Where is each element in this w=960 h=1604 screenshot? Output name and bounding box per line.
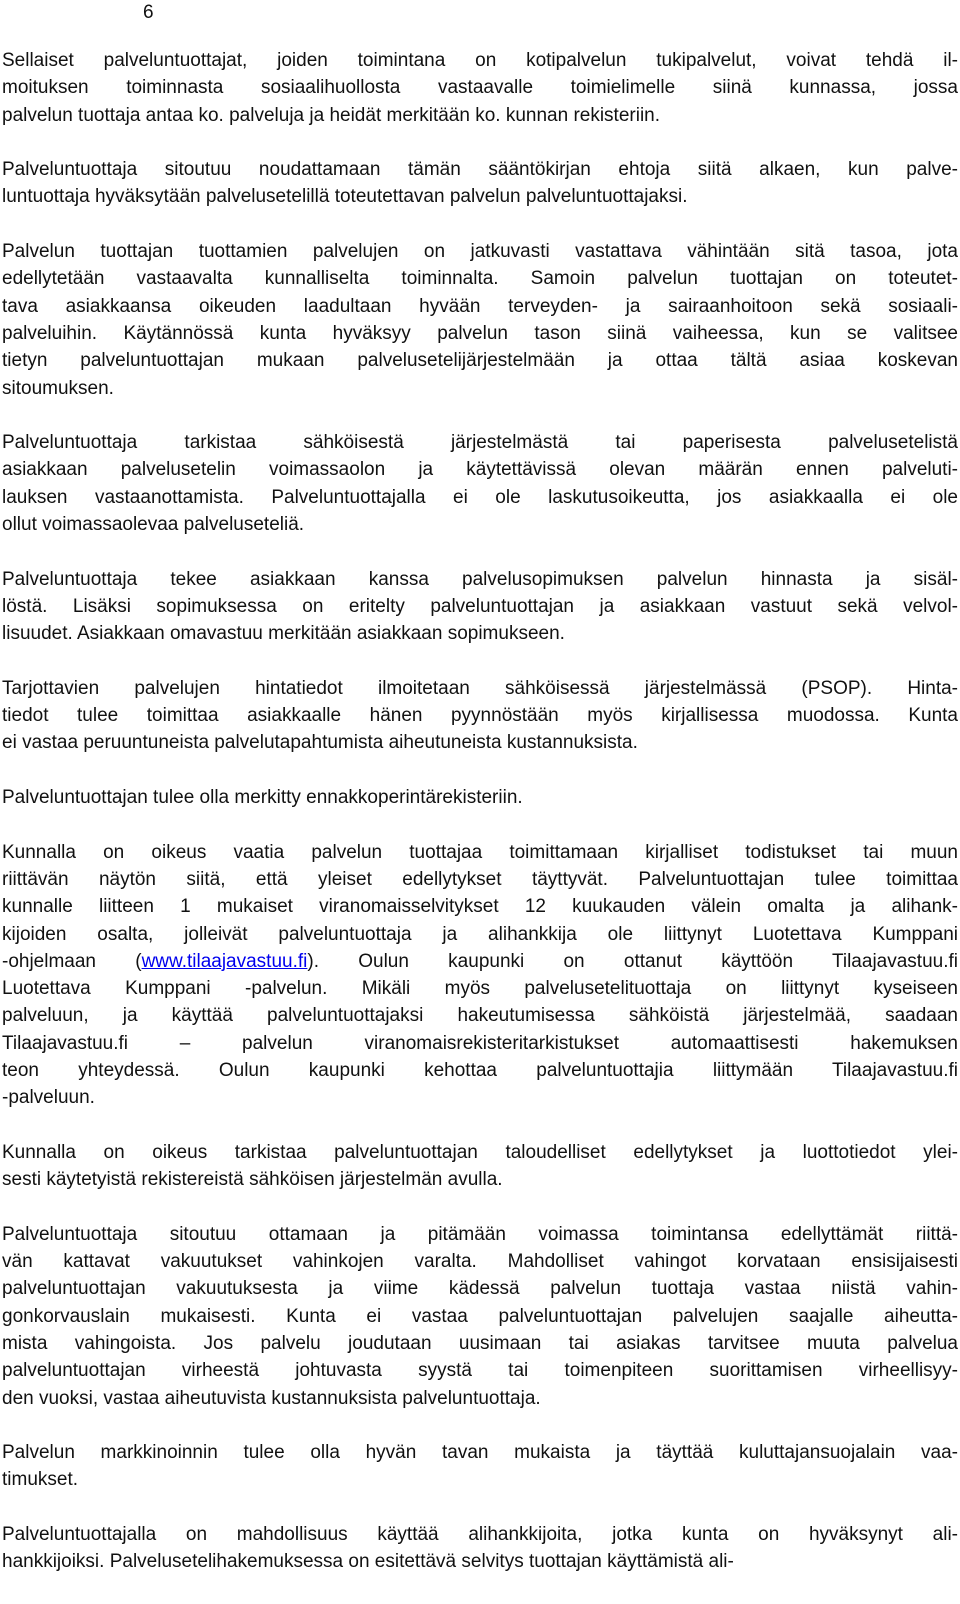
text-line: edellytetään vastaavalta kunnalliselta toiminnalta. Samoin palvelun tuottajan on toteutet- — [2, 268, 958, 290]
paragraph — [2, 566, 958, 648]
text-line: timukset. — [2, 1469, 79, 1491]
paragraph — [2, 156, 958, 211]
text-fragment: ). Oulun kaupunki on ottanut käyttöön Tilaajavastuu.fi — [307, 950, 958, 972]
text-line: sesti käytetyistä rekistereistä sähköisen järjestelmän avulla. — [2, 1169, 503, 1191]
paragraph-spacer — [2, 129, 958, 156]
text-line: palveluihin. Käytännössä kunta hyväksyy palvelun tason siinä vaiheessa, kun se valitsee — [2, 322, 958, 344]
paragraph-spacer — [2, 1112, 958, 1139]
paragraph-spacer — [2, 757, 958, 784]
paragraph — [2, 47, 958, 129]
text-line: ollut voimassaolevaa palveluseteliä. — [2, 514, 305, 536]
text-line: kunnalle liitteen 1 mukaiset viranomaisselvitykset 12 kuukauden välein omalta ja alihank- — [2, 896, 958, 918]
paragraph-spacer — [2, 1412, 958, 1439]
paragraph-spacer — [2, 211, 958, 238]
text-line: palveluun, ja käyttää palveluntuottajaksi hakeutumisessa sähköistä järjestelmää, saadaan — [2, 1005, 958, 1027]
text-line: kijoiden osalta, jolleivät palveluntuottaja ja alihankkija ole liittynyt Luotettava Kumppani — [2, 923, 958, 945]
text-line: Luotettava Kumppani -palvelun. Mikäli myös palvelusetelituottaja on liittynyt kyseiseen — [2, 978, 958, 1000]
text-line: lisuudet. Asiakkaan omavastuu merkitään asiakkaan sopimukseen. — [2, 623, 565, 645]
paragraph-spacer — [2, 1193, 958, 1220]
text-line: palveluntuottajan virheestä johtuvasta syystä tai toimenpiteen suorittamisen virheellisyy- — [2, 1360, 958, 1382]
text-line: luntuottaja hyväksytään palvelusetelillä toteutettavan palvelun palveluntuottajaksi. — [2, 186, 688, 208]
paragraph-spacer — [2, 648, 958, 675]
text-line: palveluntuottajan vakuutuksesta ja viime kädessä palvelun tuottaja vastaa niistä vahin- — [2, 1278, 958, 1300]
text-line: asiakkaan palvelusetelin voimassaolon ja käytettävissä olevan määrän ennen palveluti- — [2, 459, 958, 481]
text-fragment: -ohjelmaan ( — [2, 950, 142, 972]
document-body — [2, 47, 958, 1576]
text-line: tava asiakkaansa oikeuden laadultaan hyvään terveyden- ja sairaanhoitoon sekä sosiaali- — [2, 295, 958, 317]
text-line: palvelun tuottaja antaa ko. palveluja ja heidät merkitään ko. kunnan rekisteriin. — [2, 104, 661, 126]
paragraph — [2, 1439, 958, 1494]
text-line: Palveluntuottaja sitoutuu noudattamaan tämän sääntökirjan ehtoja siitä alkaen, kun palve- — [2, 159, 958, 181]
text-line: Tilaajavastuu.fi – palvelun viranomaisrekisteritarkistukset automaattisesti hakemuksen — [2, 1032, 958, 1054]
text-line: tietyn palveluntuottajan mukaan palvelusetelijärjestelmään ja ottaa tältä asiaa koskevan — [2, 350, 958, 372]
paragraph-spacer — [2, 538, 958, 565]
text-line: -palveluun. — [2, 1087, 95, 1109]
text-line: Palveluntuottajalla on mahdollisuus käyttää alihankkijoita, jotka kunta on hyväksynyt ali- — [2, 1524, 958, 1546]
text-line: Palveluntuottaja tarkistaa sähköisestä järjestelmästä tai paperisesta palvelusetelistä — [2, 432, 958, 454]
text-line: Palveluntuottajan tulee olla merkitty ennakkoperintärekisteriin. — [2, 787, 523, 809]
text-line: Sellaiset palveluntuottajat, joiden toimintana on kotipalvelun tukipalvelut, voivat tehdä il- — [2, 50, 958, 71]
paragraph-spacer — [2, 402, 958, 429]
text-line: Kunnalla on oikeus vaatia palvelun tuottajaa toimittamaan kirjalliset todistukset tai muun — [2, 841, 958, 863]
paragraph — [2, 1221, 958, 1412]
text-line: Palveluntuottaja sitoutuu ottamaan ja pitämään voimassa toimintansa edellyttämät riittä- — [2, 1223, 958, 1245]
text-line: Palvelun tuottajan tuottamien palvelujen on jatkuvasti vastattava vähintään sitä tasoa, jota — [2, 241, 958, 263]
text-line: Tarjottavien palvelujen hintatiedot ilmoitetaan sähköisessä järjestelmässä (PSOP). Hinta- — [2, 677, 958, 699]
paragraph — [2, 784, 958, 811]
text-line: mista vahingoista. Jos palvelu joudutaan uusimaan tai asiakas tarvitsee muuta palvelua — [2, 1332, 958, 1354]
text-line: den vuoksi, vastaa aiheutuvista kustannuksista palveluntuottaja. — [2, 1387, 541, 1409]
text-line: sitoumuksen. — [2, 377, 114, 399]
paragraph — [2, 675, 958, 757]
text-line — [2, 948, 958, 975]
text-line: ei vastaa peruuntuneista palvelutapahtumista aiheutuneista kustannuksista. — [2, 732, 638, 754]
text-line: Palveluntuottaja tekee asiakkaan kanssa palvelusopimuksen palvelun hinnasta ja sisäl- — [2, 568, 958, 590]
text-line: riittävän näytön siitä, että yleiset edellytykset täyttyvät. Palveluntuottajan tulee toimittaa — [2, 868, 958, 890]
text-line: teon yhteydessä. Oulun kaupunki kehottaa palveluntuottajia liittymään Tilaajavastuu.fi — [2, 1059, 958, 1081]
text-line: vän kattavat vakuutukset vahinkojen varalta. Mahdolliset vahingot korvataan ensisijaisesti — [2, 1251, 958, 1273]
paragraph — [2, 1139, 958, 1194]
paragraph — [2, 839, 958, 1112]
text-line: hankkijoiksi. Palvelusetelihakemuksessa on esitettävä selvitys tuottajan käyttämistä ali- — [2, 1551, 734, 1573]
text-line: gonkorvauslain mukaisesti. Kunta ei vastaa palveluntuottajan palvelujen saajalle aiheutta- — [2, 1305, 958, 1327]
tilaajavastuu-link[interactable]: www.tilaajavastuu.fi — [141, 950, 308, 972]
text-line: tiedot tulee toimittaa asiakkaalle hänen pyynnöstään myös kirjallisessa muodossa. Kunta — [2, 705, 958, 727]
text-line: Kunnalla on oikeus tarkistaa palveluntuottajan taloudelliset edellytykset ja luottotiedot ylei- — [2, 1141, 958, 1163]
text-line: löstä. Lisäksi sopimuksessa on eritelty palveluntuottajan ja asiakkaan vastuut sekä velvol- — [2, 595, 958, 617]
text-line: lauksen vastaanottamista. Palveluntuottajalla ei ole laskutusoikeutta, jos asiakkaalla ei ole — [2, 486, 958, 508]
page-number: 6 — [143, 2, 154, 23]
paragraph-spacer — [2, 1494, 958, 1521]
paragraph — [2, 429, 958, 538]
paragraph — [2, 1521, 958, 1576]
paragraph-spacer — [2, 811, 958, 838]
text-line: moituksen toiminnasta sosiaalihuollosta vastaavalle toimielimelle siinä kunnassa, jossa — [2, 77, 958, 99]
paragraph — [2, 238, 958, 402]
text-line: Palvelun markkinoinnin tulee olla hyvän tavan mukaista ja täyttää kuluttajansuojalain vaa- — [2, 1442, 958, 1464]
